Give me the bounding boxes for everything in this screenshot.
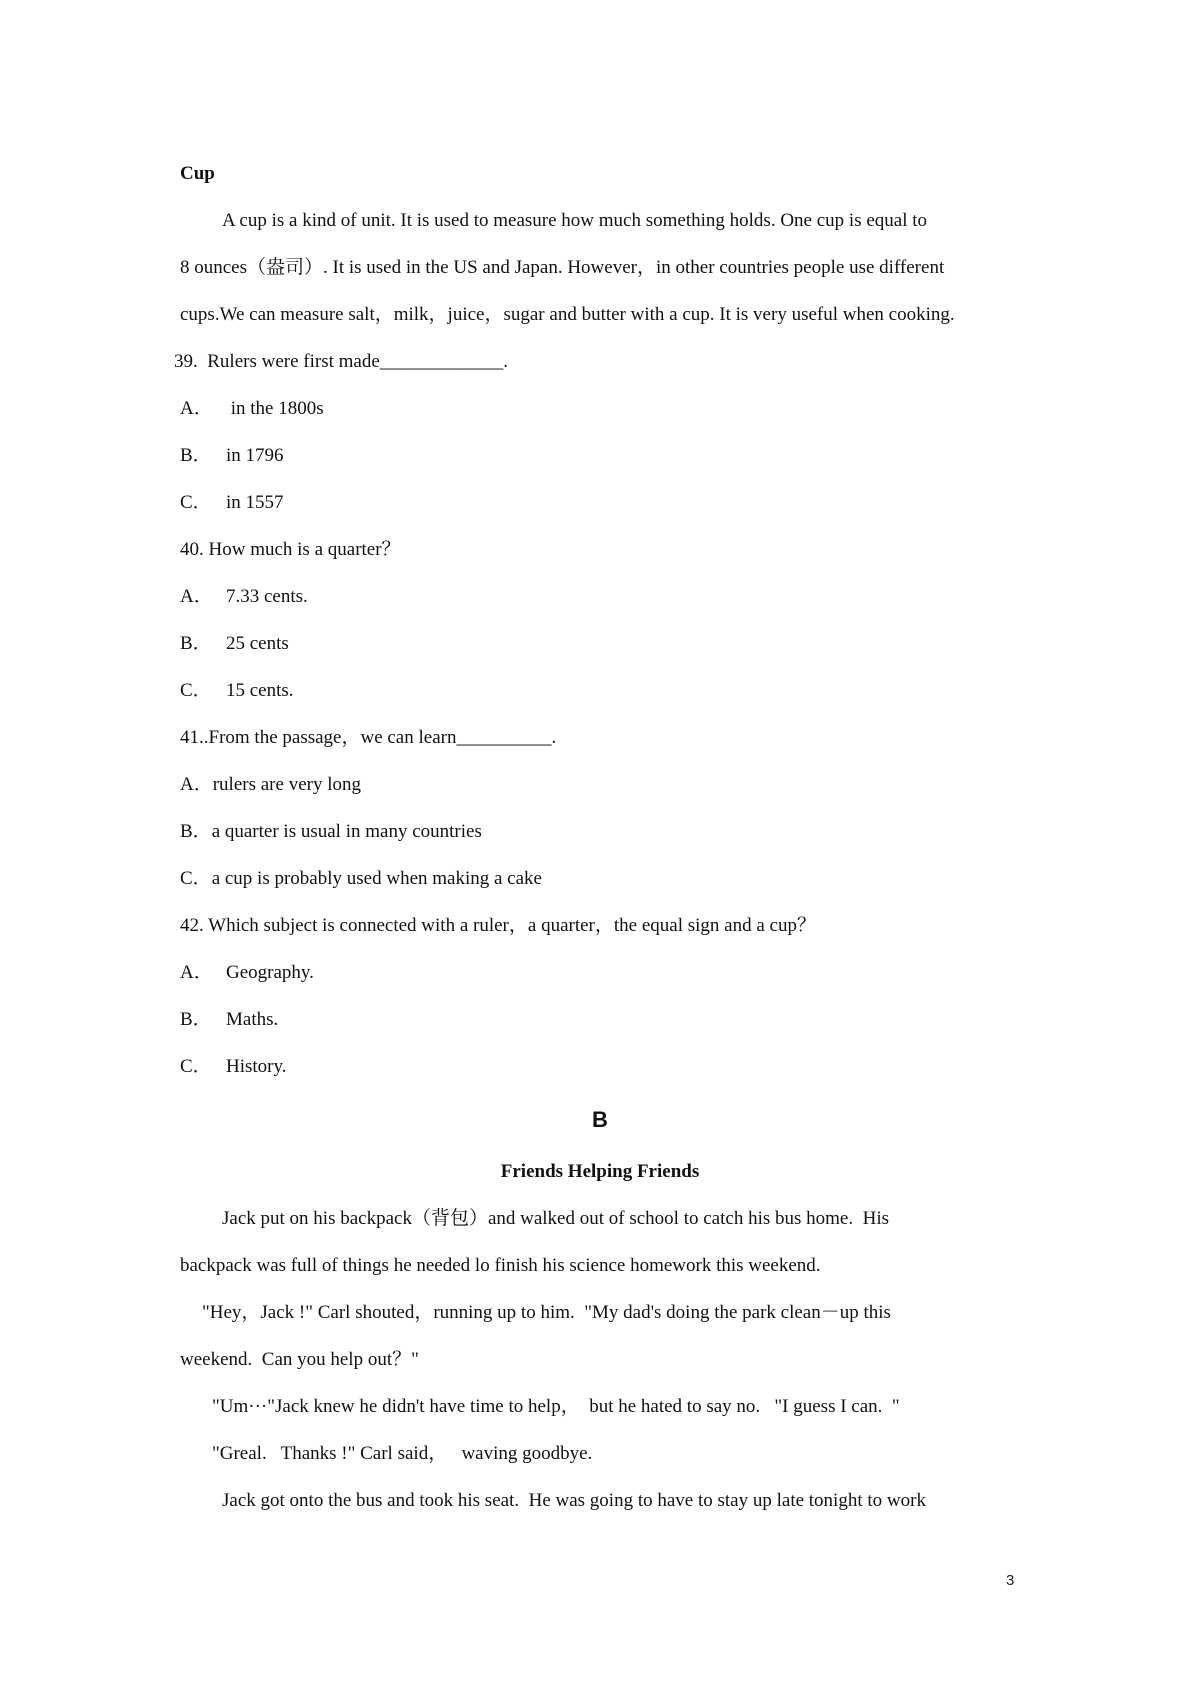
document-page: [174, 150, 1020, 1524]
section-letter: B: [592, 1107, 608, 1132]
option-text: in the 1800s: [226, 398, 324, 419]
option-letter: A．: [180, 962, 213, 983]
option-letter: A．: [180, 398, 213, 419]
option-letter: C．: [180, 492, 212, 513]
question-39-stem: 39. Rulers were first made_____________.: [174, 351, 509, 372]
story-line: "Greal. Thanks !" Carl said， waving goodbye.: [212, 1443, 593, 1464]
option-text: Geography.: [226, 962, 314, 983]
option-b: [180, 808, 1020, 855]
option-letter: B．: [180, 821, 212, 842]
option-letter: C．: [180, 680, 212, 701]
story-line: backpack was full of things he needed lo finish his science homework this weekend.: [180, 1255, 821, 1276]
story-line: weekend. Can you help out？": [180, 1349, 419, 1370]
passage-line: cups.We can measure salt，milk，juice，sugar and butter with a cup. It is very useful when cooking.: [180, 304, 955, 325]
option-text: Maths.: [226, 1009, 279, 1030]
option-c: [180, 667, 1020, 714]
option-text: History.: [226, 1056, 287, 1077]
passage-title: Friends Helping Friends: [500, 1161, 700, 1182]
page-number: 3: [1006, 1572, 1015, 1589]
option-letter: A．: [180, 586, 213, 607]
option-letter: B．: [180, 633, 212, 654]
option-a: [180, 573, 1020, 620]
passage-heading: Cup: [180, 163, 215, 184]
option-text: a cup is probably used when making a cake: [211, 868, 542, 889]
option-text: 25 cents: [226, 633, 289, 654]
option-text: in 1557: [226, 492, 284, 513]
option-text: 15 cents.: [226, 680, 294, 701]
story-line: "Hey，Jack !" Carl shouted，running up to him. "My dad's doing the park clean－up this: [202, 1302, 891, 1323]
option-letter: B．: [180, 445, 212, 466]
story-line: Jack put on his backpack（背包）and walked out of school to catch his bus home. His: [222, 1208, 889, 1229]
story-line: "Um···"Jack knew he didn't have time to help， but he hated to say no. "I guess I can. ": [212, 1396, 900, 1417]
option-a: [180, 385, 1020, 432]
option-letter: C．: [180, 1056, 212, 1077]
question-42-stem: 42. Which subject is connected with a ruler，a quarter，the equal sign and a cup？: [180, 915, 816, 936]
option-b: [180, 996, 1020, 1043]
option-text: in 1796: [226, 445, 284, 466]
option-a: [180, 949, 1020, 996]
option-c: [180, 479, 1020, 526]
option-letter: C．: [180, 868, 212, 889]
option-letter: A．: [180, 774, 213, 795]
question-40-stem: 40. How much is a quarter？: [180, 539, 401, 560]
passage-line: 8 ounces（盎司）. It is used in the US and Japan. However，in other countries people use different: [180, 257, 945, 278]
passage-line: A cup is a kind of unit. It is used to measure how much something holds. One cup is equal to: [222, 210, 928, 231]
option-b: [180, 620, 1020, 667]
option-c: [180, 855, 1020, 902]
option-b: [180, 432, 1020, 479]
question-41-stem: 41..From the passage，we can learn__________.: [180, 727, 557, 748]
option-text: a quarter is usual in many countries: [211, 821, 482, 842]
option-text: rulers are very long: [212, 774, 361, 795]
option-text: 7.33 cents.: [226, 586, 308, 607]
option-letter: B．: [180, 1009, 212, 1030]
story-line: Jack got onto the bus and took his seat. He was going to have to stay up late tonight to work: [222, 1490, 926, 1511]
option-c: [180, 1043, 1020, 1090]
option-a: [180, 761, 1020, 808]
